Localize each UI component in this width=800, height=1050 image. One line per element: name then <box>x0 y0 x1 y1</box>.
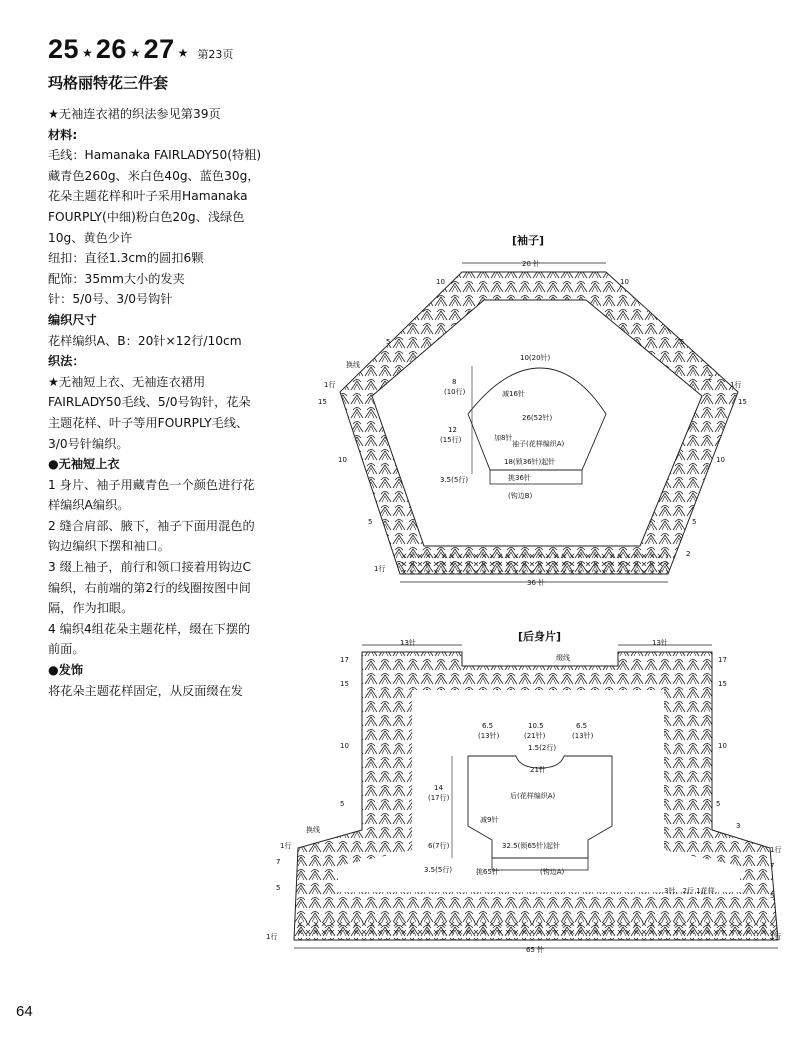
pattern-number-25: 25 <box>48 34 80 64</box>
row-label: 5 <box>770 892 775 900</box>
section-heading: 织法： <box>48 354 85 369</box>
back-right-width: 13针 <box>652 639 668 647</box>
sleeve-schem-h8: 8 <box>452 378 457 386</box>
sleeve-schem-dec: 减16针 <box>502 390 525 398</box>
sleeve-schem-top: 10(20针) <box>520 354 551 362</box>
row-label: 15 <box>318 398 327 406</box>
body-line: 针：5/0号、3/0号钩针 <box>48 292 173 307</box>
row-label: 5 <box>368 518 373 526</box>
sleeve-schematic-edging <box>490 470 582 484</box>
body-line: 主题花样、叶子等用FOURPLY毛线、 <box>48 415 249 430</box>
row-label: 5 <box>692 518 697 526</box>
pattern-number-27: 27 <box>143 34 175 64</box>
sleeve-schem-cast-on: 18(锁36针)起针 <box>504 458 556 466</box>
row-label: 2 <box>708 374 713 382</box>
back-schem-pick: 挑65针 <box>476 868 499 876</box>
body-line: 2 缝合肩部、腋下，袖子下面用混色的 <box>48 518 255 533</box>
body-line: 1 身片、袖子用藏青色一个颜色进行花 <box>48 477 255 492</box>
body-line: 10g、黄色少许 <box>48 230 133 245</box>
sleeve-edging-row <box>400 552 668 574</box>
back-schem-w2: 10.5 <box>528 722 544 730</box>
section-heading: ●无袖短上衣 <box>48 457 120 472</box>
back-schem-w1: 6.5 <box>482 722 494 730</box>
body-line: 纽扣：直径1.3cm的圆扣6颗 <box>48 251 204 266</box>
star-icon: ★ <box>82 46 93 60</box>
back-title: [后身片] <box>518 630 562 643</box>
star-icon: ★ <box>129 46 141 60</box>
back-schem-w3n: (13针) <box>572 732 594 740</box>
row-label: 10 <box>436 278 445 286</box>
sleeve-top-width: 20 针 <box>522 260 541 268</box>
row-label: 3 <box>736 822 741 830</box>
row-label: 10 <box>338 456 347 464</box>
back-bottom-width: 65 针 <box>526 946 545 954</box>
row-label: 1行 <box>770 846 782 854</box>
section-heading: 材料: <box>48 127 78 142</box>
back-schem-w3: 6.5 <box>576 722 588 730</box>
sleeve-bottom-width: 36 针 <box>527 579 546 587</box>
back-schem-w1n: (13针) <box>478 732 500 740</box>
row-label: 1行 <box>324 381 336 389</box>
back-schem-height-rows: (17行) <box>428 794 450 802</box>
body-line: 编织，右前端的第2行的线圈按图中间 <box>48 580 251 595</box>
back-schem-edge-h: 3.5(5行) <box>424 866 453 874</box>
row-label: 1行 <box>770 933 782 941</box>
sleeve-schem-h12-rows: (15行) <box>440 436 462 444</box>
back-schem-w2n: (21针) <box>524 732 546 740</box>
back-schem-cast-on: 32.5(锁65针)起针 <box>502 842 560 850</box>
body-line: 4 编织4组花朵主题花样，缀在下摆的 <box>48 621 251 636</box>
row-label: 1行 <box>280 842 292 850</box>
body-line: 花样编织A、B：20针×12行/10cm <box>48 333 242 348</box>
sleeve-schem-edge-h: 3.5(5行) <box>440 476 469 484</box>
back-left-width: 13针 <box>400 639 416 647</box>
section-heading: 编织尺寸 <box>48 312 97 327</box>
back-schem-center: 后(花样编织A) <box>510 792 556 800</box>
back-schem-height: 14 <box>434 784 443 792</box>
row-label: 5 <box>680 338 685 346</box>
section-heading: ●发饰 <box>48 663 84 678</box>
page-number: 64 <box>16 1003 33 1020</box>
join-note-top: 缀线 <box>556 654 570 662</box>
sleeve-schem-h8-rows: (10行) <box>444 388 466 396</box>
row-label: 15 <box>718 680 727 688</box>
row-label: 10 <box>718 742 727 750</box>
row-label: 5 <box>386 338 391 346</box>
body-line: ★无袖短上衣、无袖连衣裙用 <box>48 374 206 389</box>
row-label: 1行 <box>374 565 386 573</box>
back-schem-neck-st: 21针 <box>530 766 546 774</box>
body-line: 配饰：35mm大小的发夹 <box>48 271 185 286</box>
row-label: 5 <box>716 800 721 808</box>
row-label: 1行 <box>730 381 742 389</box>
sleeve-schem-center: 袖子(花样编织A) <box>512 440 565 448</box>
row-label: 15 <box>738 398 747 406</box>
right-note: 3针、2行 1花样 <box>664 887 715 895</box>
join-note: 换线 <box>346 361 360 369</box>
sleeve-schem-edge: (钩边B) <box>508 492 533 500</box>
body-line: FAIRLADY50毛线、5/0号钩针，花朵 <box>48 395 251 410</box>
back-schem-edge: (钩边A) <box>540 868 565 876</box>
row-label: 7 <box>276 858 281 866</box>
body-line: 毛线：Hamanaka FAIRLADY50(特粗) <box>48 148 262 163</box>
body-line: 样编织A编织。 <box>48 498 130 513</box>
body-line: FOURPLY(中细)粉白色20g、浅绿色 <box>48 209 245 224</box>
pattern-number-26: 26 <box>95 34 127 64</box>
body-line: 隔，作为扣眼。 <box>48 601 134 616</box>
row-label: 17 <box>718 656 727 664</box>
row-label: 1行 <box>266 933 278 941</box>
page-reference: 第23页 <box>197 48 234 61</box>
sleeve-schem-inc: 加8针 <box>494 434 513 442</box>
star-icon: ★ <box>177 46 189 60</box>
sleeve-schem-width: 26(52针) <box>522 414 553 422</box>
row-label: 5 <box>276 884 281 892</box>
row-label: 2 <box>686 550 691 558</box>
body-line: 钩边编织下摆和袖口。 <box>48 539 170 554</box>
sleeve-title: [袖子] <box>512 234 545 247</box>
body-line: 3 缀上袖子，前行和领口接着用钩边C <box>48 560 251 575</box>
row-label: 10 <box>716 456 725 464</box>
body-line: 藏青色260g、米白色40g、蓝色30g， <box>48 168 260 183</box>
join-note-side: 换线 <box>306 826 320 834</box>
back-schem-side: 6(7行) <box>428 842 450 850</box>
pattern-title: 玛格丽特花三件套 <box>48 74 169 92</box>
back-schem-dec: 减9针 <box>480 816 499 824</box>
back-edging-row <box>294 918 778 940</box>
row-label: 7 <box>770 862 775 870</box>
row-label: 10 <box>620 278 629 286</box>
body-line: ★无袖连衣裙的织法参见第39页 <box>48 107 221 121</box>
row-label: 17 <box>340 656 349 664</box>
body-line: 将花朵主题花样固定，从反面缀在发 <box>48 683 243 698</box>
row-label: 5 <box>340 800 345 808</box>
row-label: 10 <box>340 742 349 750</box>
sleeve-schem-pick: 挑36针 <box>508 474 531 482</box>
body-line: 前面。 <box>48 642 85 657</box>
sleeve-schem-h12: 12 <box>448 426 457 434</box>
body-line: 花朵主题花样和叶子采用Hamanaka <box>48 189 248 204</box>
row-label: 15 <box>340 680 349 688</box>
body-line: 3/0号针编织。 <box>48 436 129 451</box>
back-schem-neck: 1.5(2行) <box>528 744 557 752</box>
